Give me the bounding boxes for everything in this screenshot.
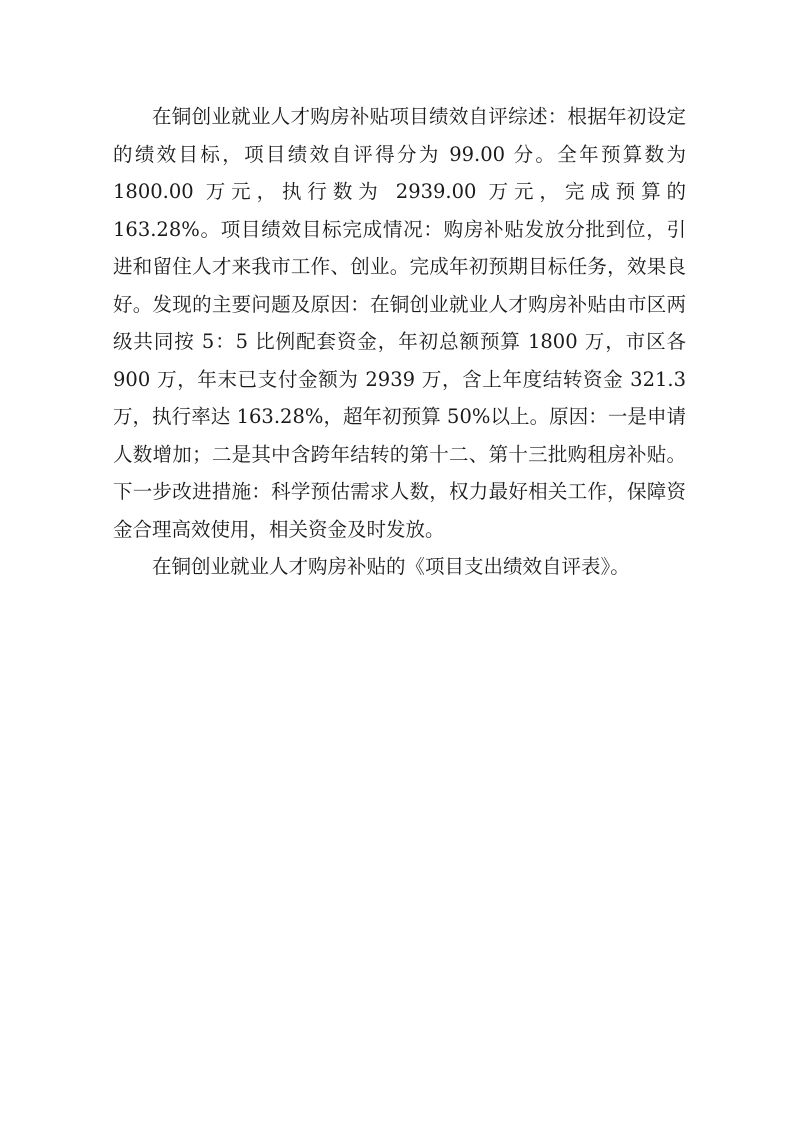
document-body [113,98,686,586]
table-reference-paragraph: 在铜创业就业人才购房补贴的《项目支出绩效自评表》。 [152,555,630,578]
summary-paragraph: 在铜创业就业人才购房补贴项目绩效自评综述：根据年初设定的绩效目标，项目绩效自评得分为 99.00 分。全年预算数为 1800.00 万元，执行数为 2939.00 万元，完成预算的 163.28%。项目绩效目标完成情况：购房补贴发放分批到位，引进和留住人才来我市工作、创业。完成年初预期目标任务，效果良好。发现的主要问题及原因：在铜创业就业人才购房补贴由市区两级共同按 5：5 比例配套资金，年初总额预算 1800 万，市区各 900 万，年末已支付金额为 2939 万，含上年度结转资金 321.3 万，执行率达 163.28%，超年初预算 50%以上。原因：一是申请人数增加；二是其中含跨年结转的第十二、第十三批购租房补贴。下一步改进措施：科学预估需求人数，权力最好相关工作，保障资金合理高效使用，相关资金及时发放。 [113,105,686,541]
